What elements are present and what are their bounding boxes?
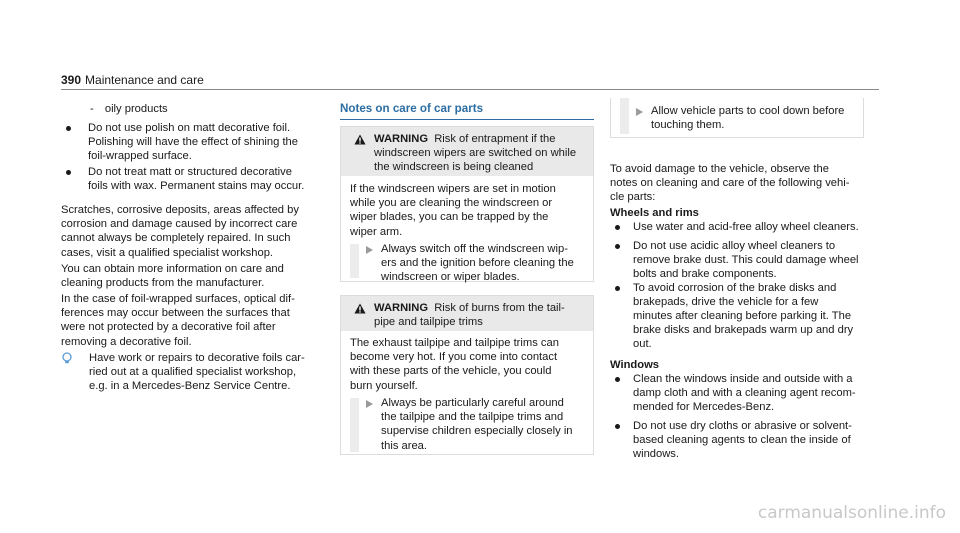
text-line: In the case of foil-wrapped surfaces, optical dif- — [61, 293, 295, 305]
warning-label: WARNING — [374, 302, 429, 314]
bullet-line: damp cloth and with a cleaning agent recom- — [633, 387, 856, 399]
warning-triangle-icon — [354, 303, 366, 314]
text-line: To avoid damage to the vehicle, observe the — [610, 163, 829, 175]
warning-continuation-box — [610, 98, 864, 138]
text-line: cleaning products from the manufacturer. — [61, 277, 265, 290]
text-line: while you are cleaning the windscreen or — [350, 197, 553, 210]
bullet-line: brake disks and brakepads warm up and dry — [633, 324, 854, 336]
warning-head-line: windscreen wipers are switched on while — [374, 147, 577, 159]
dash-marker: - — [90, 103, 94, 115]
text-line: cases, visit a qualified specialist workshop. — [61, 246, 274, 259]
text-line: become very hot. If you come into contact — [350, 351, 558, 364]
text-line: notes on cleaning and care of the following vehi- — [610, 177, 850, 190]
text-line: corrosion and damage caused by incorrect care — [61, 218, 298, 231]
bullet-icon — [615, 244, 620, 249]
paragraph-intro — [610, 162, 849, 205]
warning-body — [350, 182, 556, 239]
arrow-right-icon — [636, 108, 643, 116]
arrow-right-icon — [366, 246, 373, 254]
bullet-line: minutes after cleaning before parking it. The — [633, 310, 852, 322]
bullet-line: Use water and acid-free alloy wheel cleaners. — [633, 221, 859, 233]
paragraph-foil — [61, 292, 295, 349]
text-line: windscreen or wiper blades. — [381, 271, 520, 284]
text-line: Always switch off the windscreen wip- — [381, 243, 568, 255]
text-line: ers and the ignition before cleaning the — [381, 257, 574, 270]
page-header — [61, 73, 204, 88]
text-line: with these parts of the vehicle, you could — [350, 365, 552, 378]
warning-body — [350, 336, 559, 393]
text-line: If the windscreen wipers are set in motion — [350, 183, 556, 195]
warning-head-line: pipe and tailpipe trims — [374, 316, 483, 328]
text-line: Allow vehicle parts to cool down before — [651, 105, 845, 117]
step-bar — [620, 98, 629, 134]
bullet-line: remove brake dust. This could damage wheel — [633, 254, 859, 266]
section-title: Maintenance and care — [85, 73, 204, 87]
page-number: 390 — [61, 73, 82, 87]
warning-label: WARNING — [374, 133, 429, 145]
warning-step — [381, 242, 574, 285]
text-line: wiper blades, you can be trapped by the — [350, 211, 549, 224]
note-line: Have work or repairs to decorative foils car- — [89, 352, 305, 364]
warning-header — [341, 127, 593, 176]
bullet-icon — [615, 424, 620, 429]
bullet-icon — [66, 170, 71, 175]
info-bulb-icon — [61, 352, 73, 364]
warning-header — [341, 296, 593, 331]
step-bar — [350, 398, 359, 452]
sub-item — [90, 102, 168, 116]
text-line: supervise children especially closely in — [381, 425, 573, 438]
bullet-line: Do not use polish on matt decorative foil. — [88, 122, 291, 134]
bullet-line: Do not use dry cloths or abrasive or solvent- — [633, 420, 852, 432]
text-line: this area. — [381, 439, 428, 452]
warning-step — [651, 104, 844, 132]
warning-triangle-icon — [354, 134, 366, 145]
bullet-line: based cleaning agents to clean the inside of — [633, 434, 851, 446]
bullet-line: windows. — [633, 448, 680, 460]
warning-box-entrapment — [340, 126, 594, 282]
bullet-line: mended for Mercedes-Benz. — [633, 401, 775, 413]
bullet-icon — [66, 126, 71, 131]
bullet-line: foils with wax. Permanent stains may occur. — [88, 180, 305, 192]
note-line: ried out at a qualified specialist workshop, — [89, 366, 297, 378]
text-line: wiper arm. — [350, 225, 403, 238]
text-line: ferences may occur between the surfaces that — [61, 307, 290, 320]
section-heading: Notes on care of car parts — [340, 102, 484, 115]
bullet-line: To avoid corrosion of the brake disks and — [633, 282, 837, 294]
step-bar — [350, 244, 359, 278]
text-line: were not protected by a decorative foil after — [61, 321, 276, 334]
text-line: Always be particularly careful around — [381, 397, 564, 409]
warning-head-line: the windscreen is being cleaned — [374, 161, 534, 173]
bullet-icon — [615, 286, 620, 291]
paragraph-scratches — [61, 203, 299, 260]
text-line: The exhaust tailpipe and tailpipe trims can — [350, 337, 559, 349]
text-line: removing a decorative foil. — [61, 335, 192, 348]
text-line: Scratches, corrosive deposits, areas affected by — [61, 204, 299, 216]
text-line: touching them. — [651, 119, 725, 132]
watermark: carmanualsonline.info — [757, 503, 946, 523]
windows-heading: Windows — [610, 359, 659, 371]
bullet-line: out. — [633, 338, 652, 350]
text-line: the tailpipe and the tailpipe trims and — [381, 411, 564, 424]
bullet-line: Clean the windows inside and outside with a — [633, 373, 853, 385]
header-rule — [61, 89, 879, 90]
arrow-right-icon — [366, 400, 373, 408]
warning-step — [381, 396, 573, 453]
bullet-line: foil-wrapped surface. — [88, 150, 192, 162]
bullet-line: Do not treat matt or structured decorative — [88, 166, 292, 178]
warning-head-line: Risk of entrapment if the — [434, 133, 556, 145]
text-line: You can obtain more information on care and — [61, 263, 284, 275]
bullet-line: bolts and brake components. — [633, 268, 777, 280]
note-line: e.g. in a Mercedes-Benz Service Centre. — [89, 380, 291, 392]
bullet-line: Do not use acidic alloy wheel cleaners to — [633, 240, 836, 252]
warning-head-line: Risk of burns from the tail- — [434, 302, 565, 314]
heading-underline — [340, 119, 594, 120]
bullet-line: Polishing will have the effect of shining the — [88, 136, 299, 148]
text-line: cle parts: — [610, 191, 656, 204]
bullet-icon — [615, 225, 620, 230]
wheels-heading: Wheels and rims — [610, 207, 699, 219]
paragraph-information — [61, 262, 284, 290]
bullet-icon — [615, 377, 620, 382]
sub-item-text: oily products — [104, 103, 168, 115]
warning-box-burns — [340, 295, 594, 455]
text-line: burn yourself. — [350, 379, 418, 392]
bullet-line: brakepads, drive the vehicle for a few — [633, 296, 819, 308]
text-line: cannot always be completely repaired. In such — [61, 232, 291, 245]
